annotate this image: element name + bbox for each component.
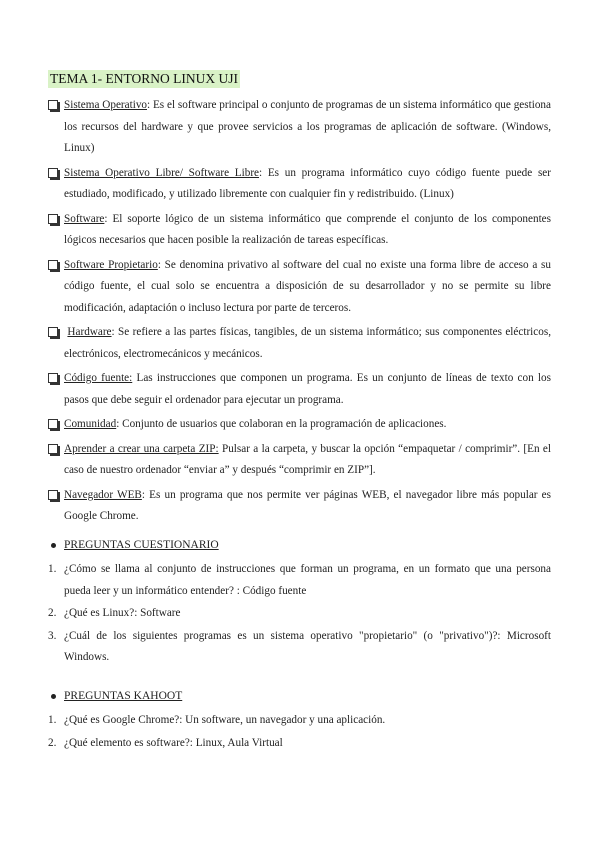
definition-term: Software Propietario <box>64 258 158 271</box>
list-number: 2. <box>48 736 57 749</box>
question-text: ¿Cómo se llama al conjunto de instrucciones que forman un programa, en un formato que una persona pueda leer y un informático entender? : Código fuente <box>64 563 551 597</box>
definition-text: : Se denomina privativo al software del cual no existe una forma libre de acceso a su código fuente, el cual solo se encuentra a disposición de su desarrollador y no se permite su libre modificación, adaptación o incluso lectura por parte de terceros. <box>64 258 551 314</box>
question-text: ¿Qué elemento es software?: Linux, Aula Virtual <box>64 736 283 749</box>
definition-text: : Es un programa informático cuyo código fuente puede ser estudiado, modificado, y utilizado libremente con cualquier fin y redistribuido. (Linux) <box>64 166 551 200</box>
definition-text: : Es un programa que nos permite ver páginas WEB, el navegador libre más popular es Google Chrome. <box>64 488 551 522</box>
definition-item <box>48 322 551 365</box>
checkbox-bullet-icon <box>48 214 58 224</box>
checkbox-bullet-icon <box>48 444 58 454</box>
cuestionario-section <box>48 535 551 670</box>
definition-text: : El soporte lógico de un sistema informático que comprende el conjunto de los componentes lógicos necesarios que hacen posible la realización de tareas específicas. <box>64 212 551 246</box>
definition-term: Aprender a crear una carpeta ZIP: <box>64 442 219 455</box>
page-title: TEMA 1- ENTORNO LINUX UJI <box>50 71 238 86</box>
definition-text: : Conjunto de usuarios que colaboran en la programación de aplicaciones. <box>116 418 447 430</box>
definitions-list <box>48 95 551 531</box>
section-heading: PREGUNTAS KAHOOT <box>64 690 183 702</box>
definition-item <box>48 95 551 160</box>
list-item <box>48 603 551 625</box>
section-header <box>48 686 551 706</box>
definition-text: Pulsar a la carpeta, y buscar la opción “empaquetar / comprimir”. [En el caso de nuestro ordenador “enviar a” y después “comprimir en ZIP”]. <box>64 442 551 476</box>
definition-text: : Es el software principal o conjunto de programas de un sistema informático que gestiona los recursos del hardware y que provee servicios a los programas de aplicación de software. (Windows, Linux) <box>64 99 551 154</box>
definition-text: : Se refiere a las partes físicas, tangibles, de un sistema informático; sus componentes eléctricos, electrónicos, electromecánicos y mecánicos. <box>64 326 551 360</box>
list-item <box>48 733 551 755</box>
bullet-dot-icon <box>51 694 56 699</box>
list-number: 1. <box>48 563 57 575</box>
bullet-dot-icon <box>51 543 56 548</box>
question-text: ¿Qué es Linux?: Software <box>64 607 181 619</box>
checkbox-bullet-icon <box>48 168 58 178</box>
section-heading: PREGUNTAS CUESTIONARIO <box>64 539 219 551</box>
definition-item <box>48 163 551 206</box>
list-item <box>48 559 551 602</box>
definition-term: Navegador WEB <box>64 488 142 501</box>
definition-term: Comunidad <box>64 418 117 430</box>
definition-item <box>48 439 551 482</box>
checkbox-bullet-icon <box>48 260 58 270</box>
question-text: ¿Qué es Google Chrome?: Un software, un navegador y una aplicación. <box>64 714 386 726</box>
checkbox-bullet-icon <box>48 490 58 500</box>
question-text: ¿Cuál de los siguientes programas es un sistema operativo "propietario" (o "privativo")?: Microsoft Windows. <box>64 629 551 663</box>
question-list <box>48 559 551 669</box>
list-item <box>48 626 551 669</box>
definition-item <box>48 209 551 252</box>
definition-text: Las instrucciones que componen un programa. Es un conjunto de líneas de texto con los pasos que debe seguir el ordenador para ejecutar un programa. <box>64 372 551 406</box>
definition-term: Código fuente: <box>64 372 133 384</box>
list-number: 2. <box>48 607 57 619</box>
definition-term: Sistema Operativo <box>64 99 148 111</box>
definition-term: Software <box>64 212 105 225</box>
section-header <box>48 535 551 555</box>
question-list <box>48 710 551 754</box>
kahoot-section <box>48 686 551 755</box>
definition-item <box>48 368 551 411</box>
checkbox-bullet-icon <box>48 327 58 337</box>
definition-item <box>48 414 551 436</box>
definition-term: Hardware <box>67 326 112 338</box>
checkbox-bullet-icon <box>48 419 58 429</box>
list-number: 1. <box>48 714 57 726</box>
checkbox-bullet-icon <box>48 373 58 383</box>
list-number: 3. <box>48 629 57 642</box>
definition-item <box>48 485 551 528</box>
checkbox-bullet-icon <box>48 100 58 110</box>
definition-item <box>48 255 551 320</box>
definition-term: Sistema Operativo Libre/ Software Libre <box>64 166 260 179</box>
list-item <box>48 710 551 732</box>
